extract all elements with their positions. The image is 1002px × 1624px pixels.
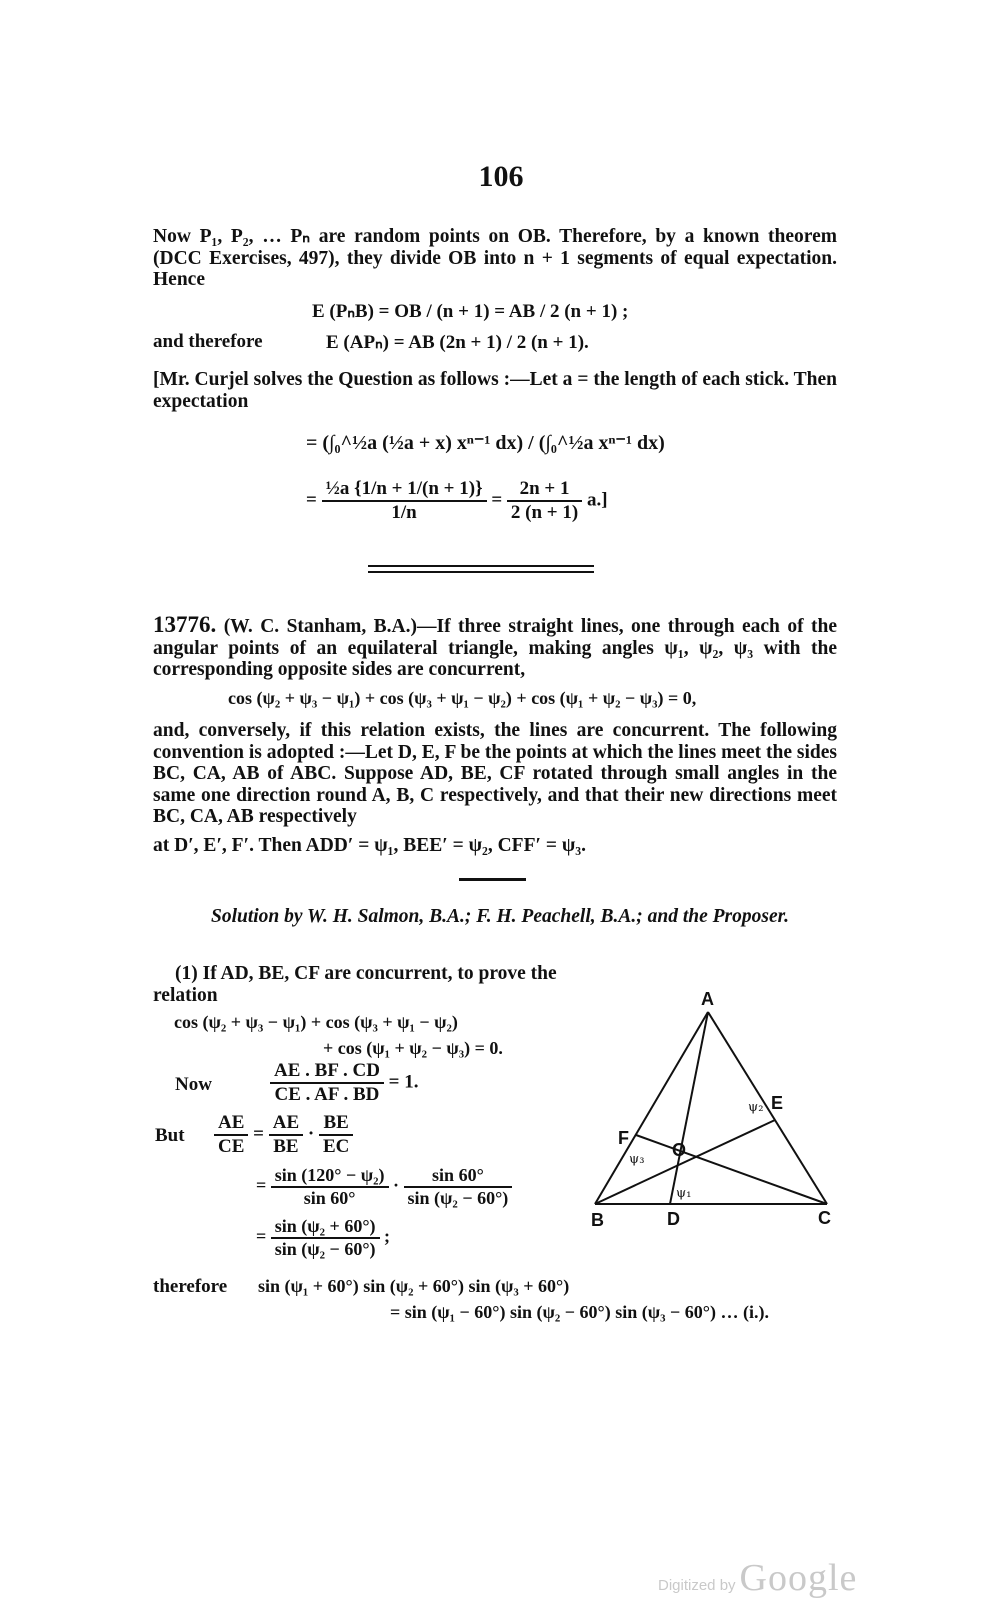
fraction-result-1: $\frac{\text{½a \{1/n + 1/(n + 1)\}}}{1/n}$ [322,478,487,524]
label-psi1: ψ₁ [676,1186,692,1201]
digitized-by-text: Digitized by [658,1577,736,1594]
divider-short [459,878,526,881]
divider-double-bottom [368,571,594,573]
solution-equation-line1: cos (ψ₂ + ψ₃ − ψ₁) + cos (ψ₃ + ψ₁ − ψ₂) [174,1012,458,1032]
label-psi2: ψ₂ [748,1100,764,1115]
final-equation-line2: = sin (ψ₁ − 60°) sin (ψ₂ − 60°) sin (ψ₃ − 60°) … (i.). [390,1302,769,1322]
line-ad [670,1012,708,1204]
label-f: F [618,1128,629,1148]
question-angle-definitions: at D′, E′, F′. Then ADD′ = ψ₁, BEE′ = ψ₂, CFF′ = ψ₃. [153,835,586,856]
side-ac [708,1012,827,1204]
equals-sign: = [306,489,322,511]
fraction-sine-2: $\frac{\sin 60^\circ}{\text{sin (ψ₂ − 60°)}}$ [404,1165,513,1209]
label-a: A [701,989,714,1009]
fraction-result-2: $\frac{2n + 1}{2 (n + 1)}$ [507,478,582,524]
fraction-ae-ce: $\frac{AE}{CE}$ [214,1112,248,1158]
label-b: B [591,1210,604,1230]
equation-integral-ratio: = (∫₀^½a (½a + x) xⁿ⁻¹ dx) / (∫₀^½a xⁿ⁻¹ dx) [306,432,665,454]
question-text: —If three straight lines, one through each of the angular points of an equilateral triangle, making angles ψ₁, ψ₂, ψ₃ with the corresponding opposite sides are concurrent, [153,616,837,680]
solution-part-1-intro: (1) If AD, BE, CF are concurrent, to prove the relation [153,963,557,1006]
fraction-sine-1: $\frac{\text{sin (120° − ψ₂)}}{\sin 60^\circ}$ [271,1165,389,1209]
equation-expectation-pnb: E (PₙB) = OB / (n + 1) = AB / 2 (n + 1) ; [312,301,629,322]
equals-sign: = [491,489,507,511]
question-author: (W. C. Stanham, B.A.) [223,616,417,637]
page-number: 106 [478,160,524,193]
google-logo: Google [739,1557,858,1599]
label-c: C [818,1208,831,1228]
ceva-fraction: $\frac{AE . BF . CD}{CE . AF . BD}$ [270,1060,384,1106]
therefore-label: therefore [153,1276,228,1297]
digitized-watermark [658,1556,857,1600]
question-13776 [153,614,837,681]
question-number: 13776. [153,612,217,637]
fraction-be-ec: $\frac{BE}{EC}$ [319,1112,353,1158]
divider-double-top [368,565,594,567]
ceva-ratio: $\frac{AE . BF . CD}{CE . AF . BD}$ = 1. [270,1060,419,1106]
label-o: O [672,1140,687,1160]
side-ab [595,1012,708,1204]
but-label: But [155,1125,185,1146]
line-cf [636,1135,827,1204]
solution-equation-line2: + cos (ψ₁ + ψ₂ − ψ₃) = 0. [323,1038,503,1058]
triangle-diagram [580,985,840,1235]
solution-authors: Solution by W. H. Salmon, B.A.; F. H. Peachell, B.A.; and the Proposer. [210,906,790,927]
paragraph-curjel: [Mr. Curjel solves the Question as follows :—Let a = the length of each stick. Then expectation [153,369,837,412]
now-label: Now [175,1074,212,1095]
question-convention: and, conversely, if this relation exists, the lines are concurrent. The following convention is adopted :—Let D, E, F be the points at which the lines meet the sides BC, CA, AB of ABC. Suppose AD, BE, CF rotated through small angles in the same one direction round A, B, C respectively, and that their new directions meet BC, CA, AB respectively [153,720,837,827]
label-d: D [667,1209,680,1229]
final-equation-line1: sin (ψ₁ + 60°) sin (ψ₂ + 60°) sin (ψ₃ + 60°) [258,1276,570,1296]
sine-rule-step: = $\frac{\text{sin (120° − ψ₂)}}{\sin 60^\circ}$ · $\frac{\sin 60^\circ}{\text{sin (ψ₂ − 60°)}}$ [256,1165,512,1209]
but-equation: $\frac{AE}{CE}$ = $\frac{AE}{BE}$ · $\frac{BE}{EC}$ [214,1112,353,1158]
fraction-sine-3: $\frac{\text{sin (ψ₂ + 60°)}}{\text{sin (ψ₂ − 60°)}}$ [271,1216,380,1260]
paragraph-random-points: Now P₁, P₂, … Pₙ are random points on OB. Therefore, by a known theorem (DCC Exercises, 497), they divide OB into n + 1 segments of equal expectation. Hence [153,226,837,290]
equation-expectation-apn: E (APₙ) = AB (2n + 1) / 2 (n + 1). [326,332,589,353]
equation-result: = $\frac{\text{½a \{1/n + 1/(n + 1)\}}}{1/n}$ = $\frac{2n + 1}{2 (n + 1)}$ a.] [306,478,608,523]
question-equation: cos (ψ₂ + ψ₃ − ψ₁) + cos (ψ₃ + ψ₁ − ψ₂) + cos (ψ₁ + ψ₂ − ψ₃) = 0, [228,688,697,708]
label-psi3: ψ₃ [629,1152,645,1167]
and-therefore-label: and therefore [153,331,263,352]
fraction-ae-be: $\frac{AE}{BE}$ [269,1112,303,1158]
sine-rule-result: = $\frac{\text{sin (ψ₂ + 60°)}}{\text{sin (ψ₂ − 60°)}}$ ; [256,1216,391,1259]
label-e: E [771,1093,784,1113]
